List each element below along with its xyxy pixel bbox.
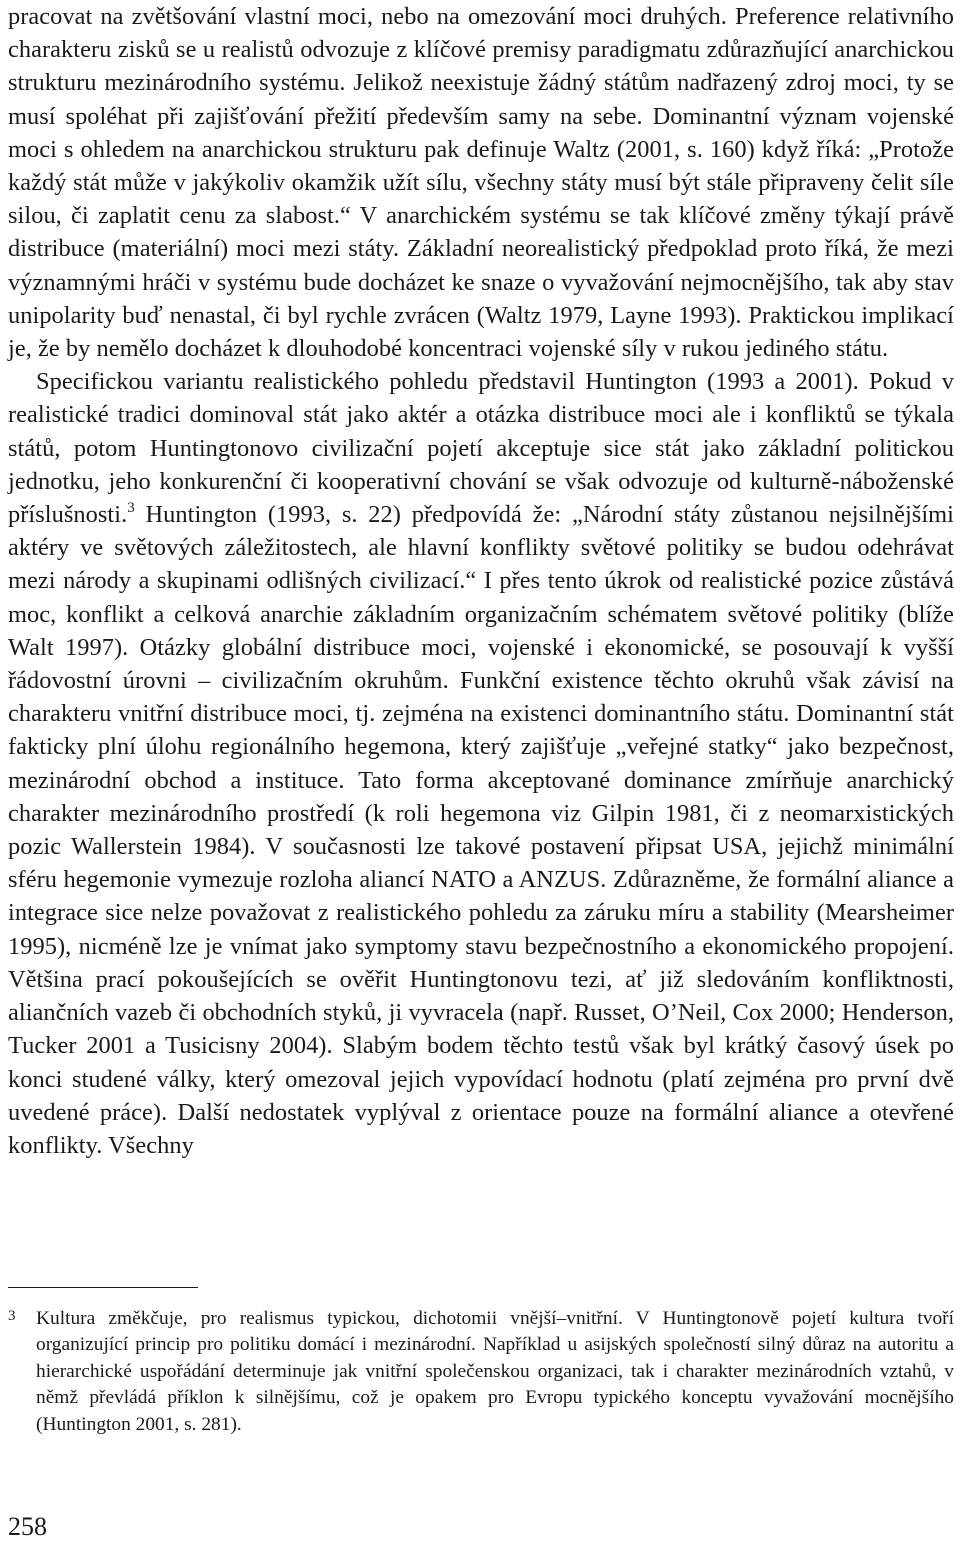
footnote-text: Kultura změkčuje, pro realismus typickou, dichotomii vnější–vnitřní. V Huntingtonově pojetí kultura tvoří organizující princip pro politiku domácí i mezinárodní. Například u asijských společností silný důraz na autoritu a hierarchické uspořádání determinuje jak vnitřní společenskou organizaci, tak i charakter mezinárodních vztahů, v němž převládá příklon k silnějšímu, což je opakem pro Evropu typického konceptu vyvažování mocnějšího (Huntington 2001, s. 281). bbox=[36, 1308, 954, 1435]
paragraph-text: Huntington (1993, s. 22) předpovídá že: „Národní státy zůstanou nejsilnějšími aktéry ve světových záležitostech, ale hlavní konflikty světové politiky se budou odehrávat mezi národy a skupinami odlišných civilizací.“ I přes tento úkrok od realistické pozice zůstává moc, konflikt a celková anarchie základním organizačním schématem světové politiky (blíže Walt 1997). Otázky globální distribuce moci, vojenské i ekonomické, se posouvají k vyšší řádovostní úrovni – civilizačním okruhům. Funkční existence těchto okruhů však závisí na charakteru vnitřní distribuce moci, tj. zejména na existenci dominantního státu. Dominantní stát fakticky plní úlohu regionálního hegemona, který zajišťuje „veřejné statky“ jako bezpečnost, mezinárodní obchod a instituce. Tato forma akceptované dominance zmírňuje anarchický charakter mezinárodního prostředí (k roli hegemona viz Gilpin 1981, či z neomarxistických pozic Wallerstein 1984). V současnosti lze takové postavení připsat USA, jejichž minimální sféru hegemonie vymezuje rozloha aliancí NATO a ANZUS. Zdůrazněme, že formální aliance a integrace sice nelze považovat z realistického pohledu za záruku míru a stability (Mearsheimer 1995), nicméně lze je vnímat jako symptomy stavu bezpečnostního a ekonomického propojení. Většina prací pokoušejících se ověřit Huntingtonovu tezi, ať již sledováním konfliktnosti, aliančních vazeb či obchodních styků, ji vyvracela (např. Russet, O’Neil, Cox 2000; Henderson, Tucker 2001 a Tusicisny 2004). Slabým bodem těchto testů však byl krátký časový úsek po konci studené války, který omezoval jejich vypovídací hodnotu (platí zejména pro první dvě uvedené práce). Další nedostatek vyplýval z orientace pouze na formální aliance a otevřené konflikty. Všechny bbox=[8, 501, 954, 1159]
page-number: 258 bbox=[8, 1512, 47, 1541]
paragraph-text: Specifickou variantu realistického pohledu představil Huntington (1993 a 2001). Pokud v realistické tradici dominoval stát jako aktér a otázka distribuce moci ale i konfliktů se týkala států, potom Huntingtonovo civilizační pojetí akceptuje sice stát jako základní politickou jednotku, jeho konkurenční či kooperativní chování se však odvozuje od kulturně-náboženské příslušnosti. bbox=[8, 368, 954, 529]
document-page bbox=[8, 0, 954, 1542]
main-text bbox=[8, 0, 954, 1162]
footnote bbox=[8, 1306, 954, 1438]
paragraph bbox=[8, 365, 954, 1162]
paragraph: pracovat na zvětšování vlastní moci, nebo na omezování moci druhých. Preference relativního charakteru zisků se u realistů odvozuje z klíčové premisy paradigmatu zdůrazňující anarchickou strukturu mezinárodního systému. Jelikož neexistuje žádný státům nadřazený zdroj moci, ty se musí spoléhat při zajišťování přežití především samy na sebe. Dominantní význam vojenské moci s ohledem na anarchickou strukturu pak definuje Waltz (2001, s. 160) když říká: „Protože každý stát může v jakýkoliv okamžik užít sílu, všechny státy musí být stále připraveny čelit síle silou, či zaplatit cenu za slabost.“ V anarchickém systému se tak klíčové změny týkají právě distribuce (materiální) moci mezi státy. Základní neorealistický předpoklad proto říká, že mezi významnými hráči v systému bude docházet ke snaze o vyvažování nejmocnějšího, tak aby stav unipolarity buď nenastal, či byl rychle zvrácen (Waltz 1979, Layne 1993). Praktickou implikací je, že by nemělo docházet k dlouhodobé koncentraci vojenské síly v rukou jediného státu. bbox=[8, 3, 954, 363]
footnote-reference: 3 bbox=[127, 500, 135, 517]
footnote-mark: 3 bbox=[8, 1308, 16, 1324]
footnote-separator bbox=[8, 1287, 198, 1288]
